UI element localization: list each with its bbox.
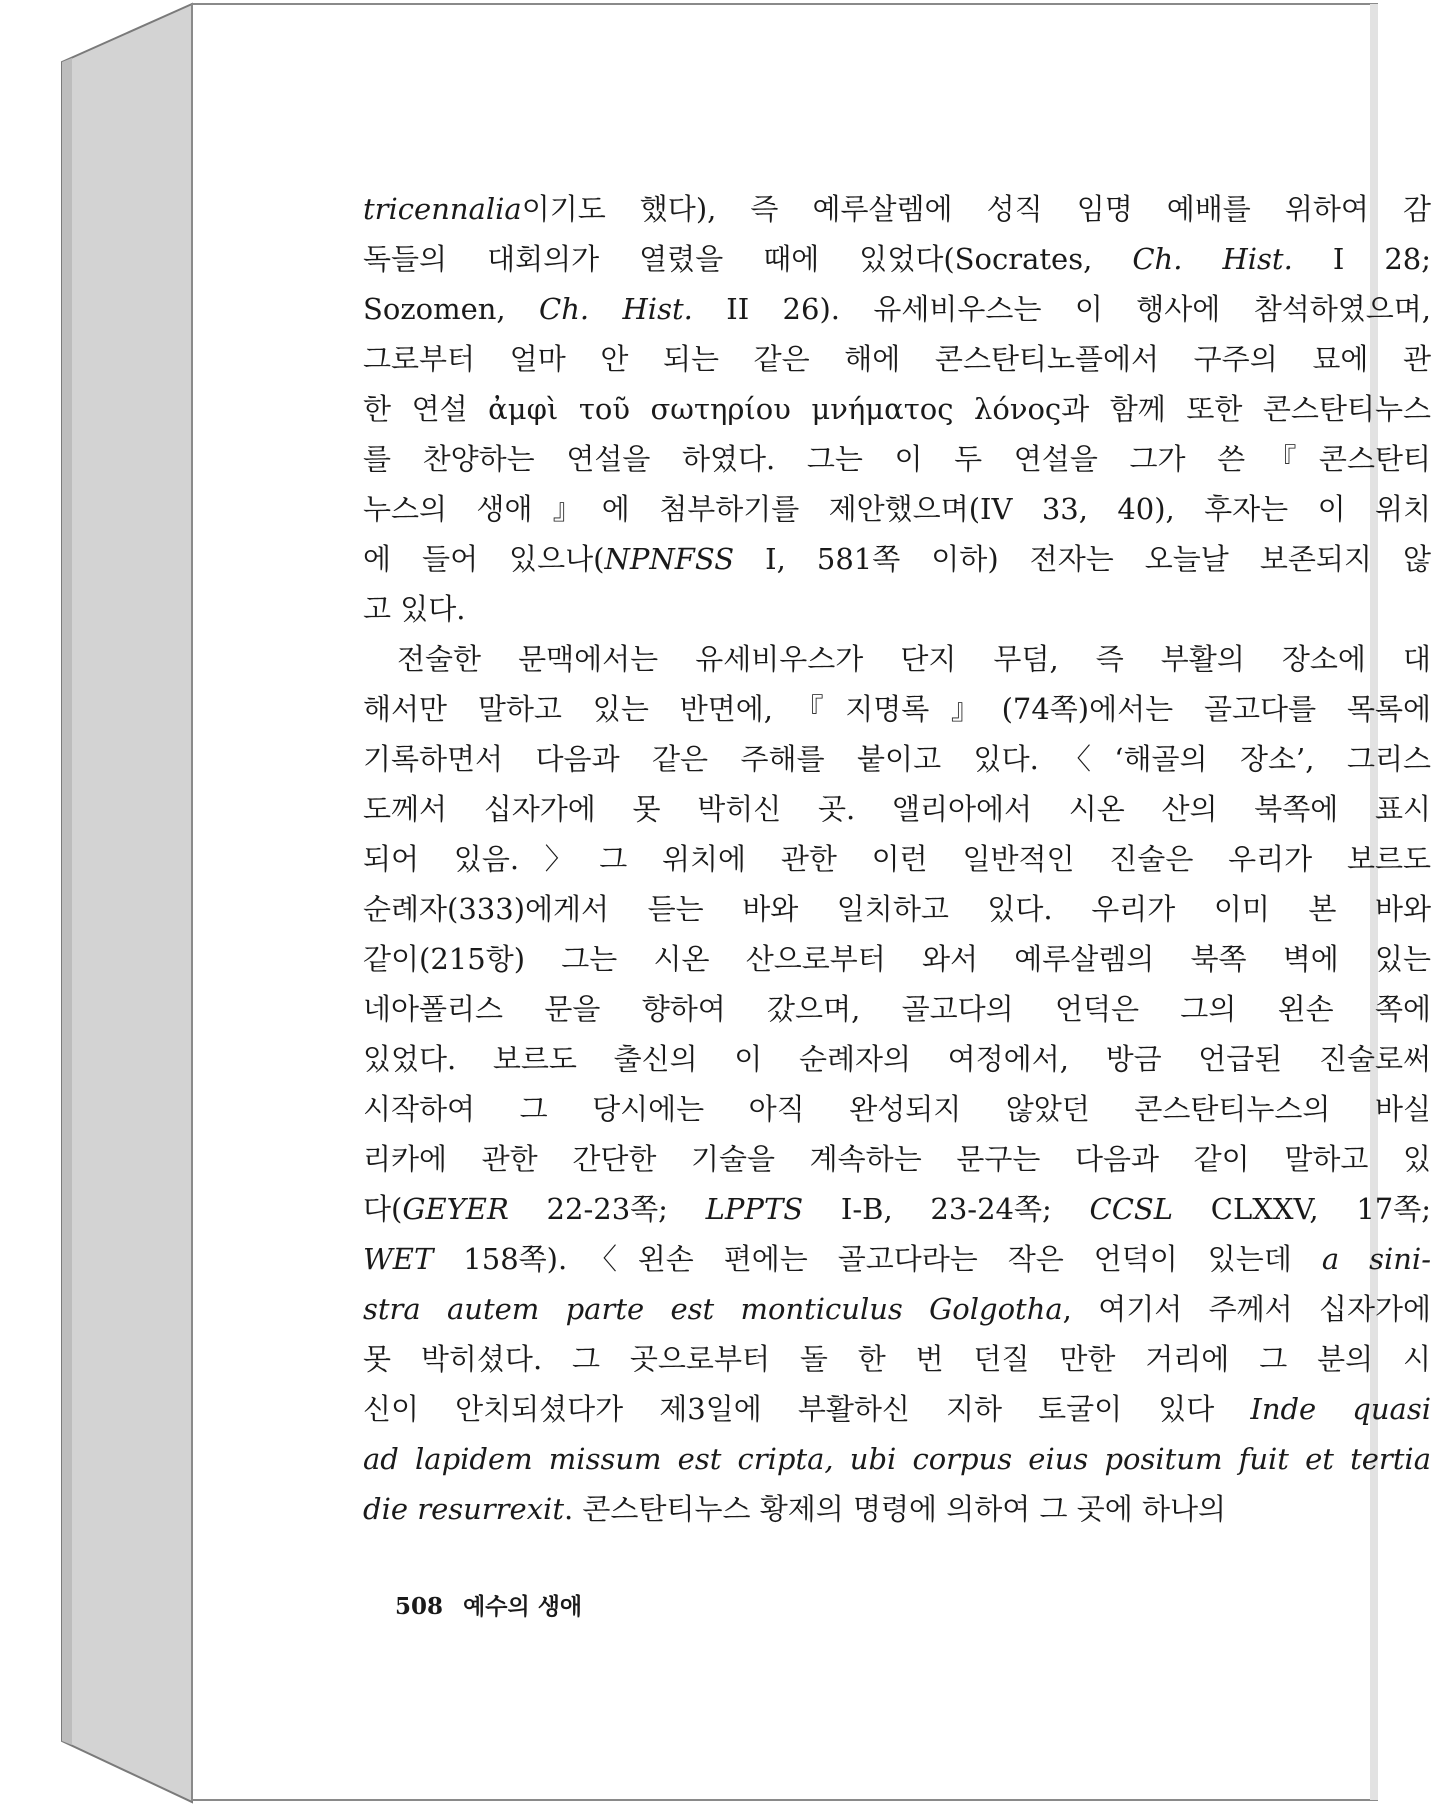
text-span: 같이(215항) 그는 시온 산으로부터 와서 예루살렘의 북쪽 벽에 있는 [363, 942, 1431, 976]
text-line [363, 834, 1431, 884]
text-span: 누스의 생애』에 첨부하기를 제안했으며(IV 33, 40), 후자는 이 위치 [363, 492, 1431, 526]
italic-text: a sini- [1321, 1242, 1431, 1276]
text-line [363, 434, 1431, 484]
text-line [363, 534, 1431, 584]
italic-text: Inde quasi [1250, 1392, 1431, 1426]
text-line [363, 884, 1431, 934]
italic-text: ad lapidem missum est cripta, ubi corpus eius positum fuit et tertia [363, 1442, 1431, 1476]
text-line [363, 1034, 1431, 1084]
text-span: I 28; [1292, 242, 1431, 276]
italic-text: stra autem parte est monticulus [363, 1292, 930, 1326]
italic-text: Ch. Hist. [1132, 242, 1293, 276]
text-span: 에 들어 있으나( [363, 542, 605, 576]
italic-text: CCSL [1089, 1192, 1174, 1226]
text-span: 전술한 문맥에서는 유세비우스가 단지 무덤, 즉 부활의 장소에 대 [397, 642, 1431, 676]
text-span: 해서만 말하고 있는 반면에,『지명록』(74쪽)에서는 골고다를 목록에 [363, 692, 1431, 726]
italic-text: NPNFSS [604, 542, 735, 576]
text-line [363, 1084, 1431, 1134]
running-title: 예수의 생애 [463, 1594, 583, 1620]
text-line [363, 1434, 1431, 1484]
text-line [363, 784, 1431, 834]
text-span: 순례자(333)에게서 듣는 바와 일치하고 있다. 우리가 이미 본 바와 [363, 892, 1431, 926]
text-span: II 26). 유세비우스는 이 행사에 참석하였으며, [692, 292, 1431, 326]
page-number: 508 [395, 1593, 444, 1620]
text-span: 독들의 대회의가 열렸을 때에 있었다(Socrates, [363, 242, 1133, 276]
text-span: 도께서 십자가에 못 박히신 곳. 앨리아에서 시온 산의 북쪽에 표시 [363, 792, 1431, 826]
italic-text: tricennalia [363, 192, 522, 226]
text-span: 한 연설 [363, 392, 489, 426]
text-span: 못 박히셨다. 그 곳으로부터 돌 한 번 던질 만한 거리에 그 분의 시 [363, 1342, 1431, 1376]
text-span: 22-23쪽; [508, 1192, 706, 1226]
text-span: 네아폴리스 문을 향하여 갔으며, 골고다의 언덕은 그의 왼손 쪽에 [363, 992, 1431, 1026]
text-line [363, 984, 1431, 1034]
text-span: 고 있다. [363, 592, 466, 626]
book-spine [62, 4, 192, 1802]
text-span: 그로부터 얼마 안 되는 같은 해에 콘스탄티노플에서 구주의 묘에 관 [363, 342, 1431, 376]
text-span: 다( [363, 1192, 403, 1226]
italic-text: GEYER [402, 1192, 509, 1226]
text-line [363, 634, 1431, 684]
text-span: 이기도 했다), 즉 예루살렘에 성직 임명 예배를 위하여 감 [521, 192, 1431, 226]
text-span: CLXXV, 17쪽; [1173, 1192, 1431, 1226]
italic-text: WET [363, 1242, 434, 1276]
text-span: I-B, 23-24쪽; [803, 1192, 1090, 1226]
text-span: Sozomen, [363, 292, 540, 326]
text-span: 시작하여 그 당시에는 아직 완성되지 않았던 콘스탄티누스의 바실 [363, 1092, 1431, 1126]
text-line [363, 1484, 1431, 1534]
text-line [363, 334, 1431, 384]
text-line [363, 1334, 1431, 1384]
text-span: I, 581쪽 이하) 전자는 오늘날 보존되지 않 [734, 542, 1431, 576]
text-line [363, 484, 1431, 534]
text-line [363, 284, 1431, 334]
book-spine-shade [62, 58, 72, 1745]
text-line [363, 1234, 1431, 1284]
text-span: 158쪽).〈왼손 편에는 골고다라는 작은 언덕이 있는데 [433, 1242, 1322, 1276]
italic-text: LPPTS [705, 1192, 804, 1226]
text-line [363, 1384, 1431, 1434]
page-footer [395, 1588, 582, 1621]
italic-text: Ch. Hist. [539, 292, 693, 326]
text-span: . 콘스탄티누스 황제의 명령에 의하여 그 곳에 하나의 [563, 1492, 1227, 1526]
text-line [363, 384, 1431, 434]
text-span: , 여기서 주께서 십자가에 [1062, 1292, 1431, 1326]
text-line [363, 1134, 1431, 1184]
text-line [363, 734, 1431, 784]
greek-text: ἀμφὶ τοῦ σωτηρίου μνήματος λόνος [488, 392, 1062, 426]
text-span: 기록하면서 다음과 같은 주해를 붙이고 있다.〈‘해골의 장소’, 그리스 [363, 742, 1431, 776]
text-span: 있었다. 보르도 출신의 이 순례자의 여정에서, 방금 언급된 진술로써 [363, 1042, 1431, 1076]
text-span: 를 찬양하는 연설을 하였다. 그는 이 두 연설을 그가 쓴『콘스탄티 [363, 442, 1431, 476]
text-span: 리카에 관한 간단한 기술을 계속하는 문구는 다음과 같이 말하고 있 [363, 1142, 1431, 1176]
page-body [363, 184, 1431, 1534]
text-span: 과 함께 또한 콘스탄티누스 [1061, 392, 1431, 426]
text-line [363, 934, 1431, 984]
italic-text: die resurrexit [363, 1492, 564, 1526]
text-line [363, 1184, 1431, 1234]
italic-text: Golgotha [929, 1292, 1063, 1326]
text-line [363, 584, 1431, 634]
text-line [363, 184, 1431, 234]
text-span: 신이 안치되셨다가 제3일에 부활하신 지하 토굴이 있다 [363, 1392, 1251, 1426]
text-line [363, 1284, 1431, 1334]
text-span: 되어 있음.〉그 위치에 관한 이런 일반적인 진술은 우리가 보르도 [363, 842, 1431, 876]
book-page [192, 4, 1431, 1800]
text-line [363, 234, 1431, 284]
text-line [363, 684, 1431, 734]
